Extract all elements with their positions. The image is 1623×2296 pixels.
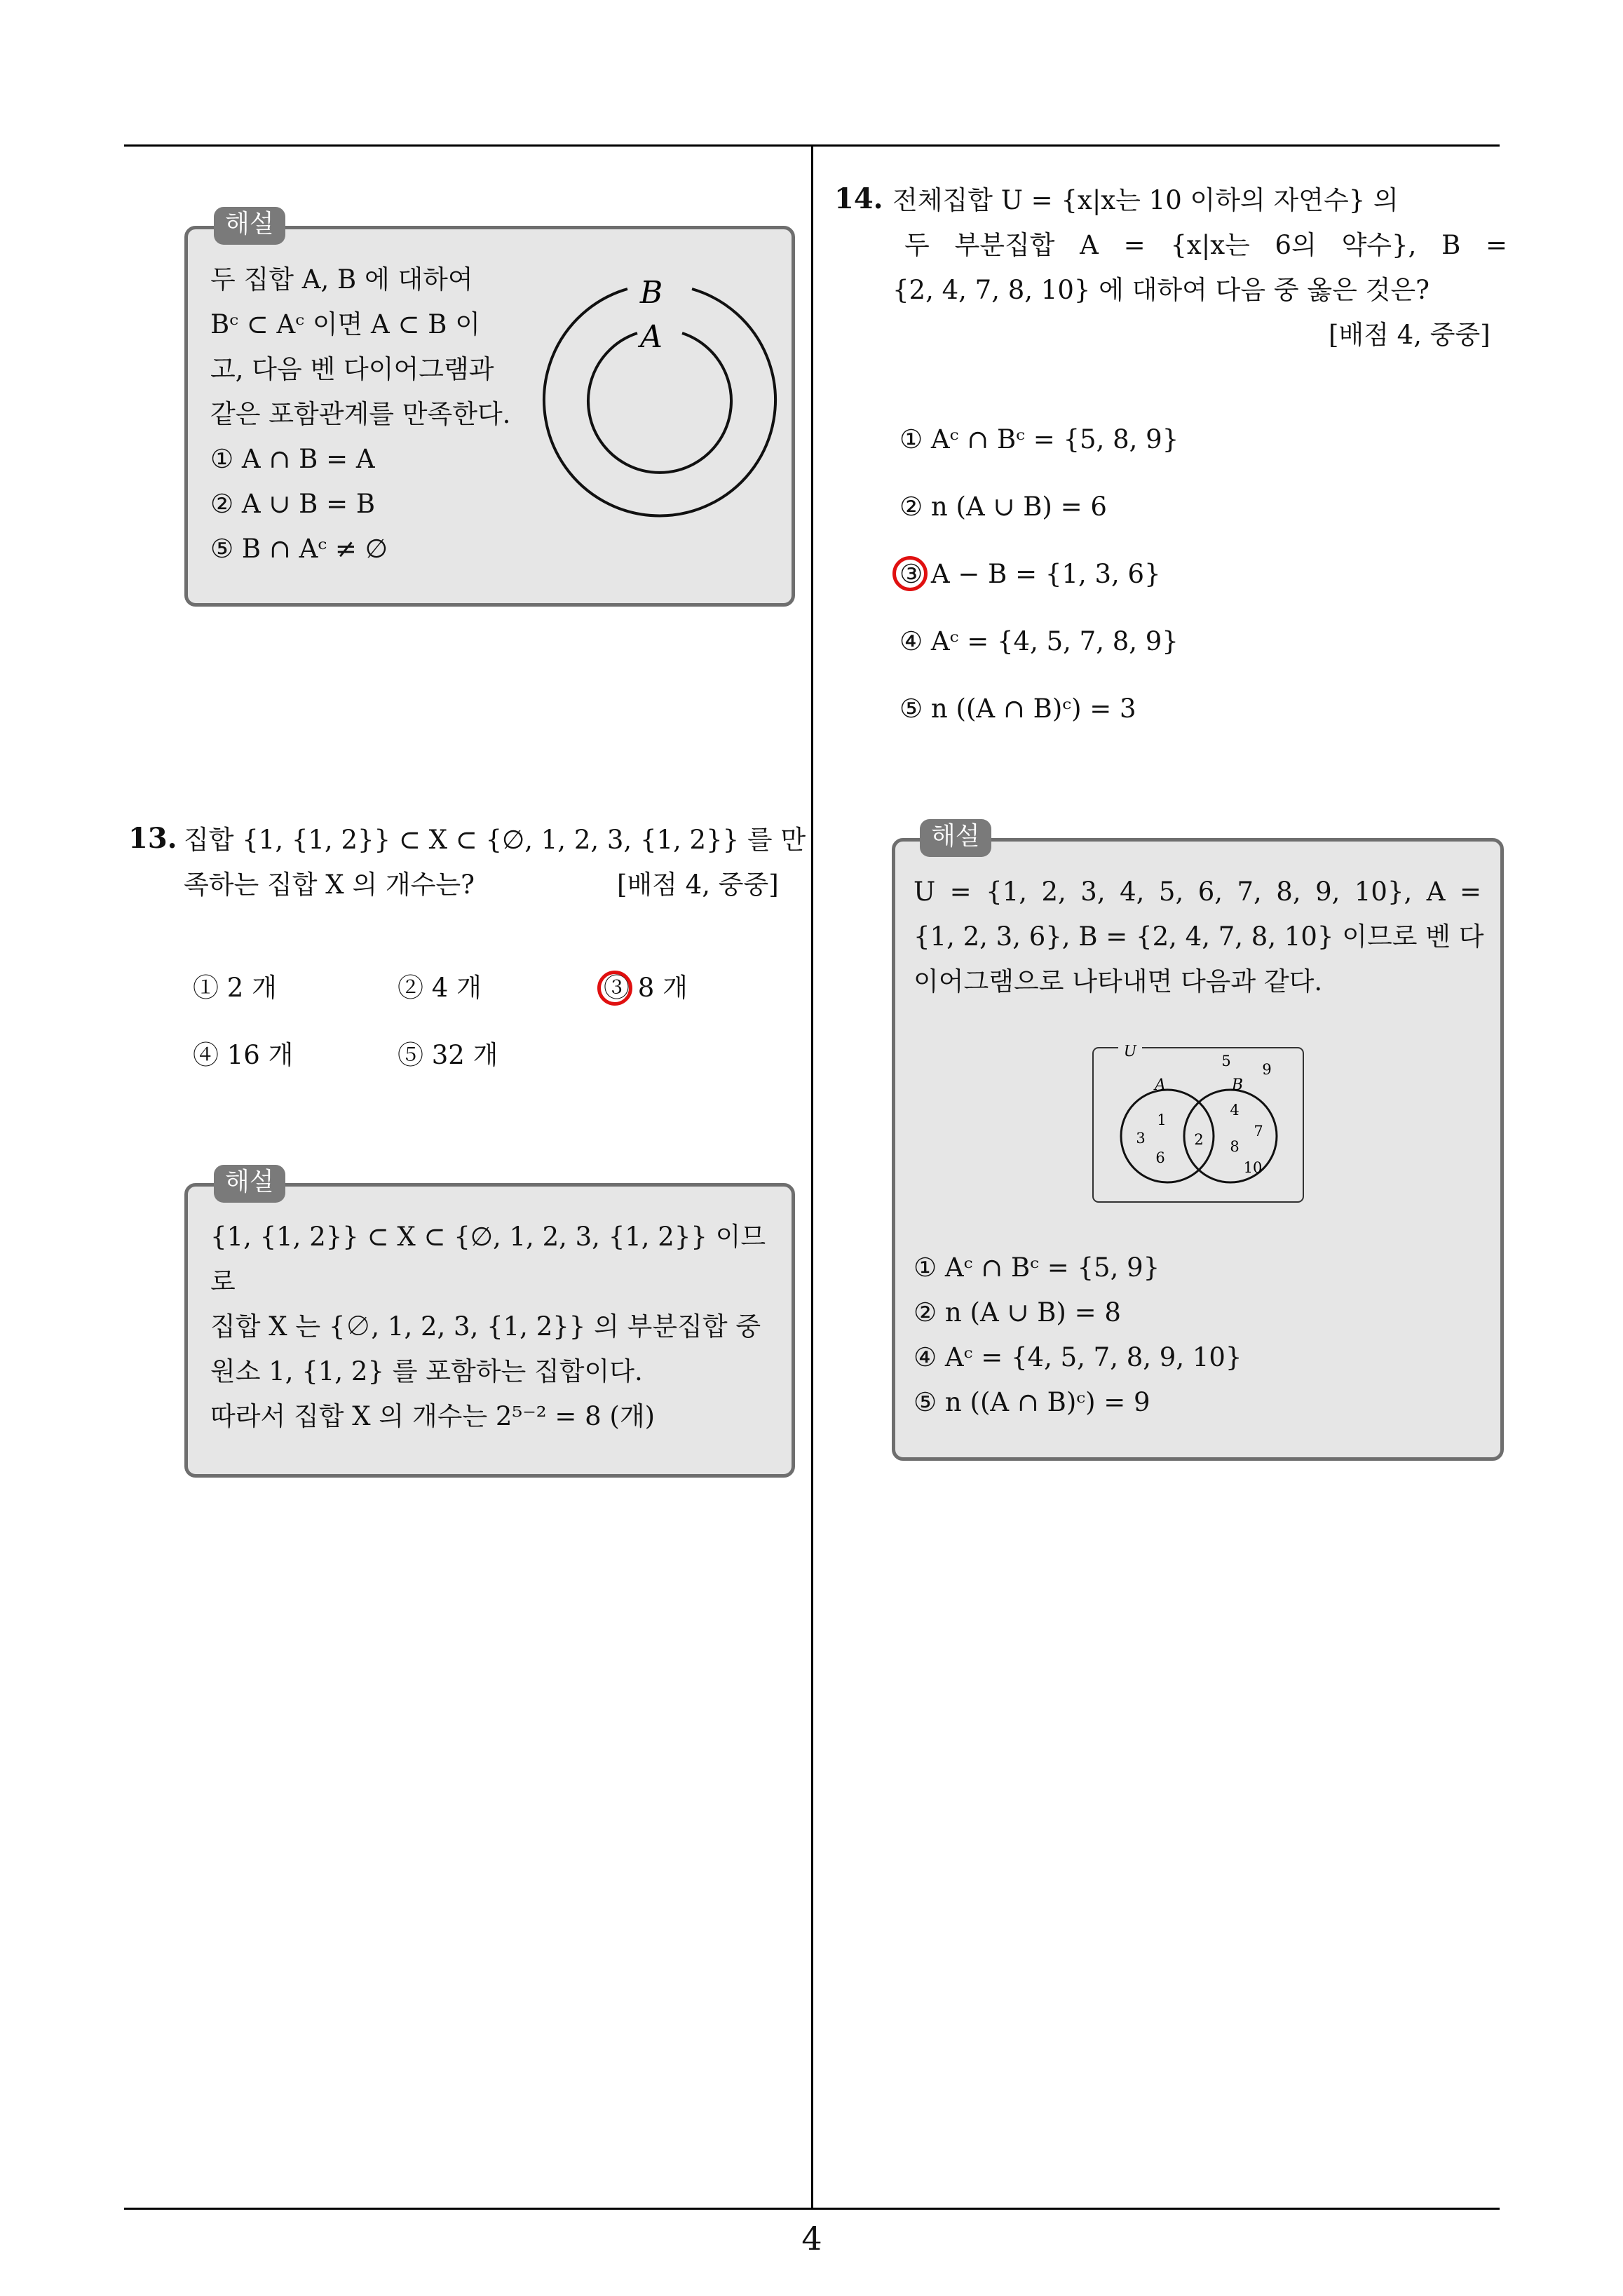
venn-element: 1 — [1157, 1112, 1167, 1128]
explanation-14-results — [914, 1245, 1481, 1425]
venn-element: 6 — [1155, 1149, 1165, 1166]
venn-element: 9 — [1262, 1061, 1272, 1078]
result-line: ④ Aᶜ = {4, 5, 7, 8, 9, 10} — [914, 1342, 1242, 1372]
explanation-line: Bᶜ ⊂ Aᶜ 이면 A ⊂ B 이 — [210, 309, 480, 339]
explanation-14-text — [914, 870, 1484, 1004]
result-line: ① Aᶜ ∩ Bᶜ = {5, 9} — [914, 1252, 1160, 1283]
question-13-number: 13. — [128, 822, 177, 855]
venn-element: 3 — [1136, 1130, 1146, 1147]
question-14-line3: {2, 4, 7, 8, 10} 에 대하여 다음 중 옳은 것은? — [892, 275, 1430, 305]
page-number: 4 — [801, 2220, 822, 2257]
explanation-line: 로 — [210, 1267, 236, 1297]
explanation-line: 집합 X 는 {∅, 1, 2, 3, {1, 2}} 의 부분집합 중 — [210, 1311, 761, 1342]
venn-element: 2 — [1194, 1131, 1204, 1148]
explanation-box-14 — [892, 838, 1504, 1461]
explanation-line: 두 집합 A, B 에 대하여 — [210, 264, 473, 295]
q14-option-2[interactable]: ② n (A ∪ B) = 6 — [899, 492, 1107, 522]
question-13-points: [배점 4, 중중] — [617, 870, 779, 900]
result-line: ② n (A ∪ B) = 8 — [914, 1297, 1121, 1328]
q14-option-3[interactable]: ③ A − B = {1, 3, 6} — [899, 559, 1161, 589]
set-b-label: B — [1231, 1076, 1244, 1094]
set-a-label: A — [1155, 1076, 1166, 1094]
inclusion-diagram — [534, 268, 786, 534]
explanation-1-text — [210, 257, 519, 572]
universe-rect — [1093, 1048, 1303, 1202]
venn-element: 5 — [1221, 1053, 1231, 1069]
result-line: ⑤ n ((A ∩ B)ᶜ) = 9 — [914, 1387, 1150, 1417]
explanation-box-13 — [184, 1183, 795, 1478]
inner-label-a: A — [640, 319, 663, 355]
q14-option-5[interactable]: ⑤ n ((A ∩ B)ᶜ) = 3 — [899, 694, 1136, 724]
explanation-tag: 해설 — [920, 819, 991, 857]
venn-element: 8 — [1230, 1138, 1240, 1155]
explanation-line: 따라서 집합 X 의 개수는 2⁵⁻² = 8 (개) — [210, 1401, 655, 1431]
explanation-line: ② A ∪ B = B — [210, 489, 376, 519]
question-14-line2: 두 부분집합 A = {x|x는 6의 약수}, B = — [904, 230, 1507, 260]
explanation-line: 같은 포함관계를 만족한다. — [210, 399, 511, 429]
explanation-line: 이어그램으로 나타내면 다음과 같다. — [914, 966, 1323, 997]
q13-option-1[interactable]: ① 2 개 — [193, 973, 277, 1003]
question-14-points: [배점 4, 중중] — [1329, 320, 1490, 350]
venn-element: 10 — [1243, 1159, 1263, 1176]
explanation-line: 고, 다음 벤 다이어그램과 — [210, 354, 494, 384]
q13-option-5[interactable]: ⑤ 32 개 — [398, 1040, 498, 1070]
q14-option-1[interactable]: ① Aᶜ ∩ Bᶜ = {5, 8, 9} — [899, 424, 1179, 454]
venn-element: 7 — [1254, 1123, 1263, 1140]
explanation-line: {1, {1, 2}} ⊂ X ⊂ {∅, 1, 2, 3, {1, 2}} 이므 — [210, 1222, 766, 1252]
explanation-line: {1, 2, 3, 6}, B = {2, 4, 7, 8, 10} 이므로 벤 다 — [914, 921, 1484, 952]
question-13-line2: 족하는 집합 X 의 개수는? — [184, 870, 475, 900]
venn-element: 4 — [1230, 1102, 1240, 1119]
explanation-line: U = {1, 2, 3, 4, 5, 6, 7, 8, 9, 10}, A = — [914, 877, 1481, 907]
q14-option-4[interactable]: ④ Aᶜ = {4, 5, 7, 8, 9} — [899, 626, 1179, 656]
bottom-rule — [124, 2208, 1500, 2210]
q13-option-2[interactable]: ② 4 개 — [398, 973, 482, 1003]
explanation-line: 원소 1, {1, 2} 를 포함하는 집합이다. — [210, 1356, 643, 1386]
venn-diagram — [1090, 1045, 1308, 1206]
outer-label-b: B — [639, 275, 663, 311]
column-divider — [811, 144, 813, 2209]
q13-option-3[interactable]: ③ 8 개 — [604, 973, 688, 1003]
explanation-line: ⑤ B ∩ Aᶜ ≠ ∅ — [210, 534, 388, 564]
explanation-tag: 해설 — [214, 1165, 285, 1203]
explanation-13-text — [210, 1215, 778, 1439]
explanation-line: ① A ∩ B = A — [210, 444, 375, 474]
question-14-number: 14. — [834, 182, 883, 215]
q13-option-4[interactable]: ④ 16 개 — [193, 1040, 294, 1070]
explanation-box-1 — [184, 226, 795, 607]
explanation-tag: 해설 — [214, 207, 285, 245]
question-13-line1: 집합 {1, {1, 2}} ⊂ X ⊂ {∅, 1, 2, 3, {1, 2}} 를 만 — [184, 825, 806, 855]
universe-label: U — [1123, 1045, 1137, 1060]
q14-answer-mark — [892, 556, 928, 591]
q13-answer-mark — [597, 971, 632, 1006]
question-14-line1: 전체집합 U = {x|x는 10 이하의 자연수} 의 — [892, 185, 1399, 215]
